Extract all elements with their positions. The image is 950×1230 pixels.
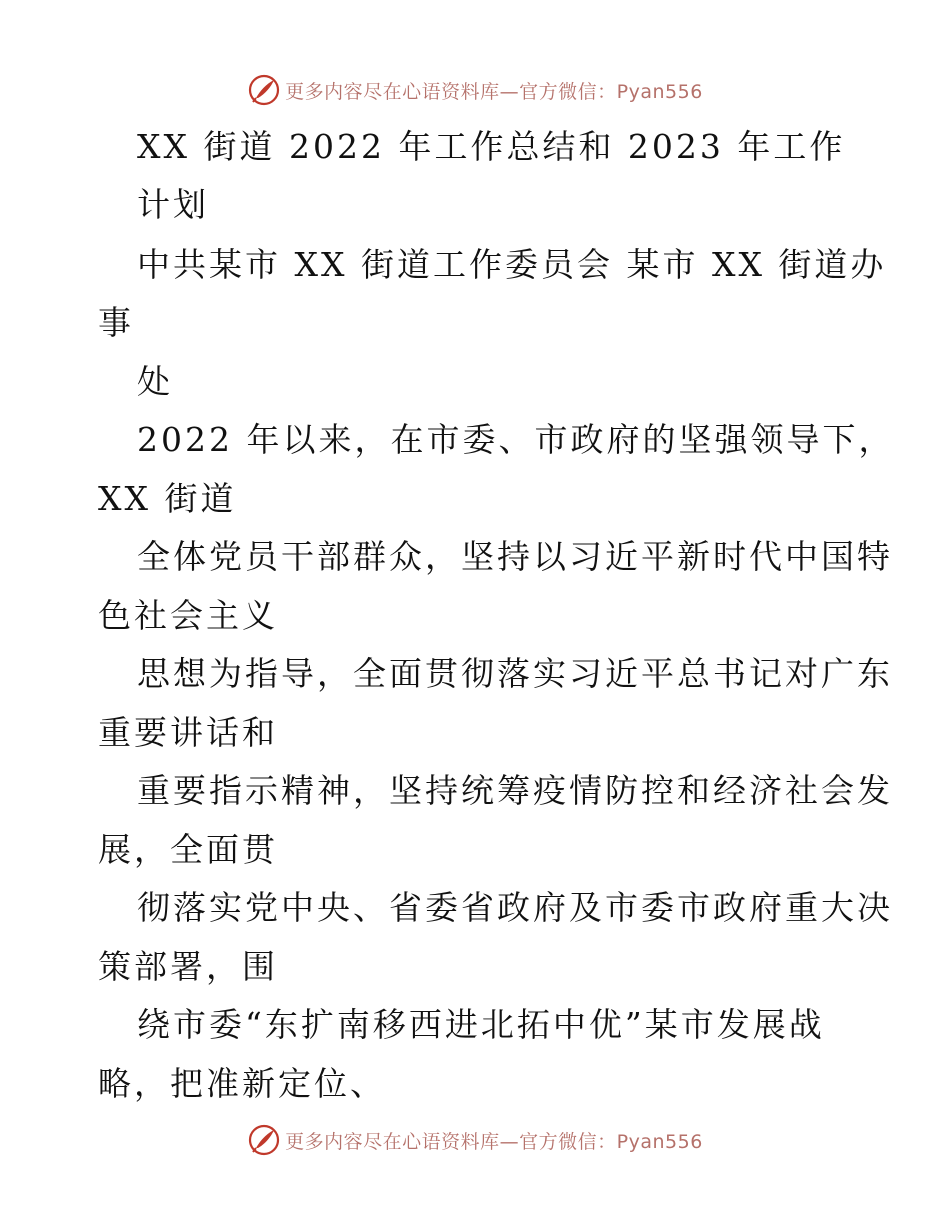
paragraph-line: 2022 年以来，在市委、市政府的坚强领导下， — [137, 420, 895, 459]
document-title-line-2: 计划 — [137, 185, 209, 224]
paragraph-line: 重要指示精神，坚持统筹疫情防控和经济社会发 — [137, 771, 893, 810]
paragraph-line: 思想为指导，全面贯彻落实习近平总书记对广东 — [137, 654, 893, 693]
paragraph-line: 重要讲话和 — [98, 713, 278, 752]
paragraph-line: 策部署，围 — [98, 947, 278, 986]
document-title-line-1: XX 街道 2022 年工作总结和 2023 年工作 — [137, 127, 846, 166]
footer-watermark-text: 更多内容尽在心语资料库—官方微信：Pyan556 — [285, 1130, 703, 1153]
paragraph-line: 绕市委“东扩南移西进北拓中优”某市发展战 — [137, 1005, 825, 1044]
document-author-line-1: 中共某市 XX 街道工作委员会 某市 XX 街道办 — [137, 245, 887, 284]
paragraph-line: 彻落实党中央、省委省政府及市委市政府重大决 — [137, 888, 893, 927]
document-author-line-3: 处 — [137, 362, 173, 401]
header-watermark-text: 更多内容尽在心语资料库—官方微信：Pyan556 — [285, 80, 703, 103]
footer-watermark-banner — [0, 1120, 950, 1160]
paragraph-line: 略，把准新定位、 — [98, 1064, 386, 1103]
document-author-line-2: 事 — [98, 303, 134, 342]
paragraph-line: 全体党员干部群众，坚持以习近平新时代中国特 — [137, 537, 893, 576]
paragraph-line: XX 街道 — [98, 479, 237, 518]
paragraph-line: 色社会主义 — [98, 596, 278, 635]
quill-pen-logo-icon — [247, 1123, 281, 1157]
paragraph-line: 展，全面贯 — [98, 830, 278, 869]
